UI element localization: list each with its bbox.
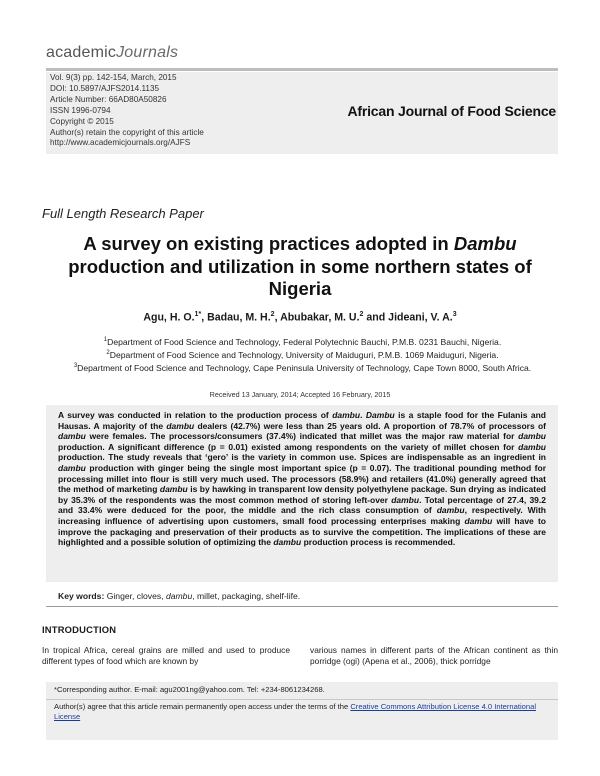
abstract-segment: production. The study reveals that ‘gero’ is the variety in common use. Spices are indispensable as an ingredient in	[58, 452, 546, 463]
footnote-divider	[46, 699, 558, 700]
license-note	[54, 702, 554, 722]
affiliation-sup: 3	[73, 363, 78, 370]
meta-issn: ISSN 1996-0794	[50, 105, 111, 115]
logo-suffix: Journals	[116, 44, 179, 61]
italic-term: dambu	[518, 441, 546, 452]
italic-term: dambu	[165, 591, 193, 601]
abstract-segment: . Total percentage of 27.4, 39.2 and 33.4% were deduced for the poor, the middle and the rich class consumption of	[58, 494, 546, 516]
author-affil-sup: 3	[452, 311, 457, 318]
affiliation-text: Department of Food Science and Technology, University of Maiduguri, P.M.B. 1069 Maiduguri, Nigeria.	[109, 349, 499, 360]
italic-term: dambu	[166, 420, 195, 431]
italic-term: dambu	[58, 462, 86, 473]
keywords-list	[104, 591, 300, 601]
abstract-segment: will have to improve the packaging and preservation of their products as to survive the competition. The implications of these are highlighted and a possible solution of optimizing the	[58, 515, 546, 548]
keywords-divider	[46, 606, 558, 607]
italic-term: dambu	[332, 410, 361, 420]
license-link[interactable]: Creative Commons Attribution License 4.0 International License	[54, 702, 537, 722]
abstract-segment: were females. The processors/consumers (37.4%) indicated that millet was the major raw material for	[85, 431, 519, 442]
author-name: Agu, H. O.	[143, 311, 195, 324]
paper-type: Full Length Research Paper	[42, 206, 204, 221]
affiliation-text: Department of Food Science and Technology, Cape Peninsula University of Technology, Cape Town 8000, South Africa.	[77, 362, 532, 373]
italic-term: dambu	[58, 431, 86, 442]
italic-term: dambu	[464, 515, 493, 526]
title-part-1: A survey on existing practices adopted in	[83, 233, 454, 254]
italic-term: dambu	[391, 494, 420, 505]
abstract-segment: .	[360, 410, 366, 420]
article-title	[40, 233, 560, 301]
affiliation	[55, 335, 550, 348]
meta-copyright: Copyright © 2015	[50, 116, 114, 126]
title-part-2: production and utilization in some northern states of Nigeria	[68, 255, 532, 299]
author-separator: ,	[274, 311, 281, 324]
keywords	[58, 591, 546, 601]
title-italic: Dambu	[453, 233, 517, 254]
italic-term: Dambu	[365, 410, 395, 420]
italic-term: dambu	[159, 484, 188, 495]
author-affil-sup: 1	[194, 311, 199, 318]
abstract-text	[58, 410, 546, 548]
abstract-segment: A survey was conducted in relation to the production process of	[58, 410, 333, 420]
meta-volume: Vol. 9(3) pp. 142-154, March, 2015	[50, 73, 177, 82]
meta-doi: DOI: 10.5897/AJFS2014.1135	[50, 83, 160, 93]
corresponding-marker: *	[198, 311, 202, 318]
logo-divider	[46, 68, 558, 71]
author-name: Jideani, V. A.	[388, 311, 453, 324]
keyword-segment: , millet, packaging, shelf-life.	[192, 591, 301, 601]
meta-url-link[interactable]: http://www.academicjournals.org/AJFS	[50, 138, 191, 148]
article-metadata	[50, 73, 300, 149]
corresponding-author-note: *Corresponding author. E-mail: agu2001ng@yahoo.com. Tel: +234-8061234268.	[54, 685, 325, 694]
meta-article-number: Article Number: 66AD80A50826	[50, 94, 167, 104]
affiliation-sup: 2	[106, 350, 110, 357]
abstract-segment: production process is recommended.	[301, 537, 456, 548]
body-column-right: various names in different parts of the African continent as thin porridge (ogi) (Apena et al., 2006), thick porridge	[310, 645, 558, 666]
author-separator: ,	[201, 311, 208, 324]
abstract-segment: production with ginger being the single most important spice (p = 0.07). The traditional pounding method for processing millet into flour is still very much used. The processors (58.9%) and retailers (41.0%) generally agreed that the method of marketing	[58, 462, 546, 495]
keywords-label: Key words:	[58, 591, 105, 601]
received-dates: Received 13 January, 2014; Accepted 16 February, 2015	[209, 390, 391, 399]
section-heading-introduction: INTRODUCTION	[42, 624, 117, 635]
affiliation-text: Department of Food Science and Technology, Federal Polytechnic Bauchi, P.M.B. 0231 Bauchi, Nigeria.	[107, 336, 502, 347]
author-and: and	[363, 311, 389, 324]
affiliation	[55, 348, 550, 361]
author-name: Abubakar, M. U.	[280, 311, 360, 324]
affiliation-sup: 1	[103, 337, 108, 343]
abstract-segment: production. A significant difference (p = 0.01) existed among respondents on the variety of millet chosen for	[58, 441, 519, 452]
author-affil-sup: 2	[359, 311, 364, 318]
keyword-segment: Ginger, cloves,	[104, 591, 166, 601]
author-affil-sup: 2	[270, 311, 275, 318]
affiliation	[55, 361, 550, 374]
abstract-segment: dealers (42.7%) were less than 25 years old. A proportion of 78.7% of processors of	[194, 420, 547, 431]
journal-name: African Journal of Food Science	[347, 103, 556, 119]
abstract-segment: , respectively. With increasing influence of advertising upon customers, small food processing enterprises making	[58, 505, 547, 526]
italic-term: dambu	[436, 505, 465, 516]
body-column-left: In tropical Africa, cereal grains are milled and used to produce different types of food which are known by	[42, 645, 290, 666]
abstract-segment: is by hawking in transparent low density polyethylene package. Sun drying as indicated by 35.3% of the respondents was the most common method of storing left-over	[58, 484, 546, 505]
italic-term: dambu	[518, 431, 546, 442]
license-prefix: Author(s) agree that this article remain permanently open access under the terms of the	[54, 702, 351, 711]
journal-logo[interactable]	[46, 44, 178, 62]
affiliations	[55, 335, 550, 374]
logo-prefix: academic	[46, 44, 117, 61]
author-list	[60, 311, 540, 324]
italic-term: dambu	[273, 537, 302, 548]
abstract-segment: is a staple food for the Fulanis and Hausas. A majority of the	[58, 410, 546, 431]
author-name: Badau, M. H.	[207, 311, 271, 324]
meta-rights: Author(s) retain the copyright of this article	[50, 127, 204, 137]
